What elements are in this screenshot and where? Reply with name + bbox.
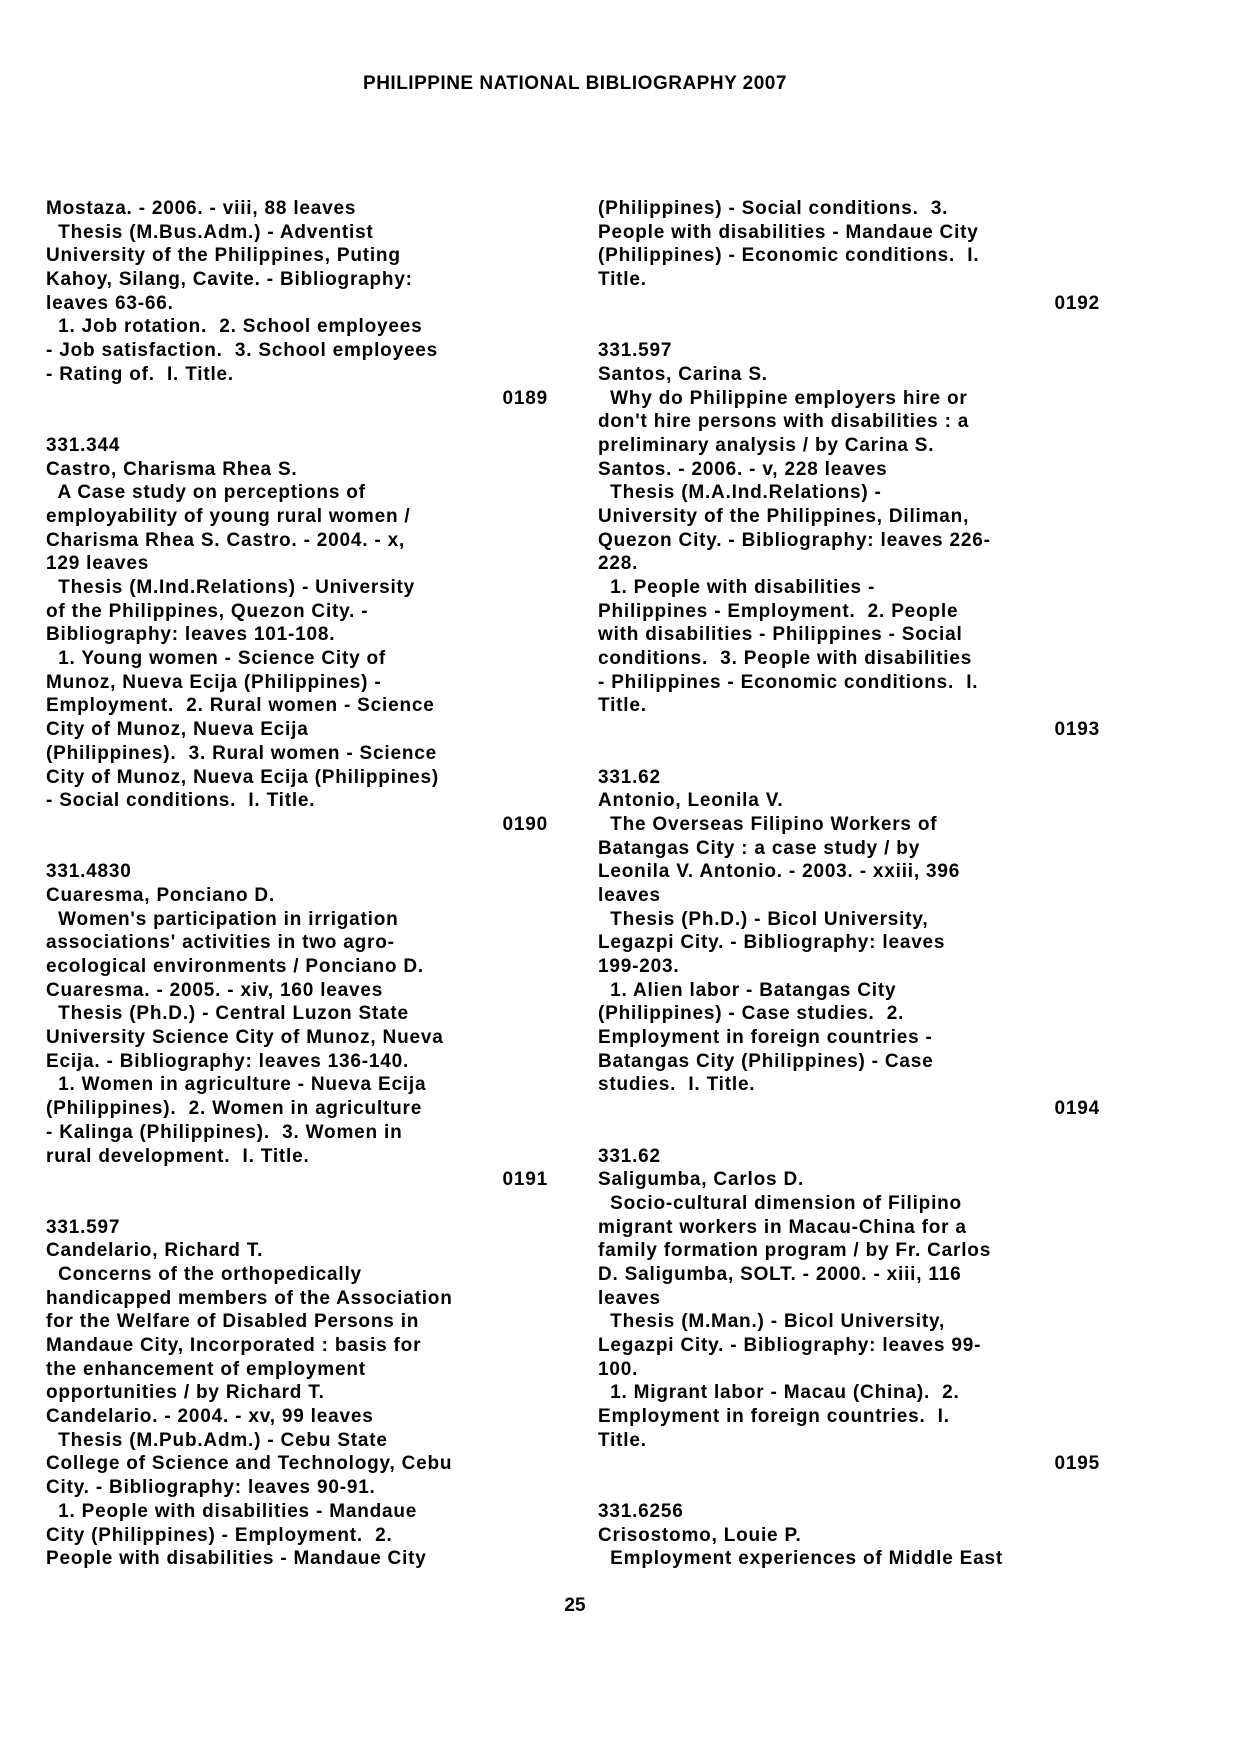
entry-line: 228. <box>598 553 639 575</box>
entry-line: 331.344 <box>46 434 121 456</box>
entry-line: Women's participation in irrigation <box>46 908 399 930</box>
entry-line: City of Munoz, Nueva Ecija (Philippines) <box>46 766 440 788</box>
entry-line: of the Philippines, Quezon City. - <box>46 600 369 622</box>
blank-line <box>598 742 1108 766</box>
entry-line: studies. I. Title. <box>598 1074 756 1096</box>
entry-line: Thesis (M.A.Ind.Relations) - <box>598 482 882 504</box>
entry-line: Ecija. - Bibliography: leaves 136-140. <box>46 1050 410 1072</box>
entry-line: conditions. 3. People with disabilities <box>598 648 973 670</box>
entry-line: 1. Women in agriculture - Nueva Ecija <box>46 1074 427 1096</box>
entry-line: Bibliography: leaves 101-108. <box>46 624 336 646</box>
entry-line: 1. People with disabilities - Mandaue <box>46 1500 418 1522</box>
entry-line: Crisostomo, Louie P. <box>598 1524 802 1546</box>
entry-line: 331.62 <box>598 1145 661 1167</box>
entry-number: 0191 <box>502 1169 548 1191</box>
entry-line: leaves 63-66. <box>46 292 174 314</box>
entry-line: Candelario. - 2004. - xv, 99 leaves <box>46 1406 374 1428</box>
entry-line: Charisma Rhea S. Castro. - 2004. - x, <box>46 529 406 551</box>
entry-line: Philippines - Employment. 2. People <box>598 600 959 622</box>
entry-line: University Science City of Munoz, Nueva <box>46 1027 444 1049</box>
entry-line: Title. <box>598 1429 647 1451</box>
entry-line: Leonila V. Antonio. - 2003. - xxiii, 396 <box>598 861 961 883</box>
entry-number: 0192 <box>1054 292 1100 314</box>
entry-line: Thesis (M.Bus.Adm.) - Adventist <box>46 221 374 243</box>
entry-line: 331.597 <box>598 340 673 362</box>
entry-line: Mostaza. - 2006. - viii, 88 leaves <box>46 198 357 219</box>
entry-line: University of the Philippines, Diliman, <box>598 505 970 527</box>
entry-number: 0195 <box>1054 1453 1100 1475</box>
entry-line: 1. Alien labor - Batangas City <box>598 979 897 1001</box>
entry-line: Thesis (Ph.D.) - Bicol University, <box>598 908 929 930</box>
entry-line: (Philippines). 2. Women in agriculture <box>46 1098 423 1120</box>
entry-line: - Rating of. I. Title. <box>46 363 234 385</box>
entry-line: (Philippines). 3. Rural women - Science <box>46 742 437 764</box>
entry-line: Saligumba, Carlos D. <box>598 1169 805 1191</box>
entry-line: preliminary analysis / by Carina S. <box>598 434 935 456</box>
entry-line: 331.62 <box>598 766 661 788</box>
entry-line: - Kalinga (Philippines). 3. Women in <box>46 1121 403 1143</box>
entry-line: Batangas City : a case study / by <box>598 837 921 859</box>
entry-number: 0189 <box>502 387 548 409</box>
entry-line: (Philippines) - Economic conditions. I. <box>598 245 980 267</box>
entry-line: People with disabilities - Mandaue City <box>598 221 979 243</box>
entry-line: - Philippines - Economic conditions. I. <box>598 671 979 693</box>
blank-line <box>598 315 1108 339</box>
entry-line: the enhancement of employment <box>46 1358 366 1380</box>
entry-line: Cuaresma. - 2005. - xiv, 160 leaves <box>46 979 384 1001</box>
entry-line: Mandaue City, Incorporated : basis for <box>46 1335 422 1356</box>
entry-line: 331.597 <box>46 1216 121 1238</box>
entry-line: (Philippines) - Case studies. 2. <box>598 1003 905 1025</box>
entry-line: leaves <box>598 884 661 906</box>
entry-line: for the Welfare of Disabled Persons in <box>46 1311 420 1333</box>
entry-line: 331.6256 <box>598 1500 684 1522</box>
entry-line: Thesis (M.Pub.Adm.) - Cebu State <box>46 1429 388 1451</box>
entry-line: Thesis (Ph.D.) - Central Luzon State <box>46 1003 409 1025</box>
entry-line: 129 leaves <box>46 553 150 575</box>
entry-line: Castro, Charisma Rhea S. <box>46 458 298 480</box>
right-column <box>598 197 1108 1571</box>
entry-line: D. Saligumba, SOLT. - 2000. - xiii, 116 <box>598 1263 962 1285</box>
entry-line: (Philippines) - Social conditions. 3. <box>598 198 949 219</box>
entry-line: Why do Philippine employers hire or <box>598 387 968 409</box>
entry-line: 1. Young women - Science City of <box>46 648 387 670</box>
entry-line: The Overseas Filipino Workers of <box>598 813 938 835</box>
entry-line: College of Science and Technology, Cebu <box>46 1453 453 1475</box>
entry-line: Antonio, Leonila V. <box>598 790 784 812</box>
entry-line: Batangas City (Philippines) - Case <box>598 1050 934 1072</box>
entry-line: employability of young rural women / <box>46 505 411 527</box>
entry-line: University of the Philippines, Puting <box>46 245 401 267</box>
entry-line: Kahoy, Silang, Cavite. - Bibliography: <box>46 269 413 291</box>
entry-line: 1. Job rotation. 2. School employees <box>46 316 423 338</box>
entry-line: Employment in foreign countries. I. <box>598 1406 950 1428</box>
entry-line: migrant workers in Macau-China for a <box>598 1216 967 1238</box>
entry-line: - Job satisfaction. 3. School employees <box>46 340 439 362</box>
entry-line: rural development. I. Title. <box>46 1145 310 1167</box>
entry-line: A Case study on perceptions of <box>46 482 366 504</box>
entry-line: Title. <box>598 695 647 717</box>
entry-line: Thesis (M.Ind.Relations) - University <box>46 577 416 598</box>
blank-line <box>46 1192 556 1216</box>
entry-number: 0193 <box>1054 719 1100 741</box>
entry-line: City of Munoz, Nueva Ecija <box>46 719 309 741</box>
entry-line: City. - Bibliography: leaves 90-91. <box>46 1477 376 1499</box>
entry-line: ecological environments / Ponciano D. <box>46 956 425 977</box>
entry-line: don't hire persons with disabilities : a <box>598 411 970 433</box>
entry-number: 0190 <box>502 813 548 835</box>
entry-line: Thesis (M.Man.) - Bicol University, <box>598 1311 946 1333</box>
entry-line: family formation program / by Fr. Carlos <box>598 1240 992 1262</box>
entry-line: Candelario, Richard T. <box>46 1240 264 1262</box>
entry-line: - Social conditions. I. Title. <box>46 790 316 812</box>
entry-line: Santos. - 2006. - v, 228 leaves <box>598 458 888 480</box>
entry-line: 331.4830 <box>46 861 132 883</box>
blank-line <box>46 837 556 861</box>
entry-line: Munoz, Nueva Ecija (Philippines) - <box>46 671 382 693</box>
entry-line: with disabilities - Philippines - Social <box>598 624 963 646</box>
entry-line: handicapped members of the Association <box>46 1287 453 1309</box>
left-column <box>46 197 556 1571</box>
entry-line: Quezon City. - Bibliography: leaves 226- <box>598 529 991 551</box>
entry-line: Cuaresma, Ponciano D. <box>46 884 276 906</box>
entry-line: Concerns of the orthopedically <box>46 1263 362 1285</box>
entry-line: 199-203. <box>598 956 680 977</box>
entry-line: opportunities / by Richard T. <box>46 1382 325 1404</box>
page-header: PHILIPPINE NATIONAL BIBLIOGRAPHY 2007 <box>363 73 787 94</box>
page-number: 25 <box>564 1595 586 1616</box>
blank-line <box>598 1121 1108 1145</box>
entry-number: 0194 <box>1054 1098 1100 1120</box>
entry-line: associations' activities in two agro- <box>46 932 395 954</box>
entry-line: Legazpi City. - Bibliography: leaves <box>598 932 946 954</box>
entry-line: 1. Migrant labor - Macau (China). 2. <box>598 1382 960 1404</box>
entry-line: Socio-cultural dimension of Filipino <box>598 1192 962 1214</box>
entry-line: Employment. 2. Rural women - Science <box>46 695 435 717</box>
entry-line: Title. <box>598 269 647 291</box>
entry-line: 1. People with disabilities - <box>598 577 876 598</box>
entry-line: Employment experiences of Middle East <box>598 1548 1003 1570</box>
entry-line: Employment in foreign countries - <box>598 1027 933 1049</box>
entry-line: Legazpi City. - Bibliography: leaves 99- <box>598 1335 982 1356</box>
entry-line: leaves <box>598 1287 661 1309</box>
blank-line <box>598 1476 1108 1500</box>
blank-line <box>46 410 556 434</box>
entry-line: City (Philippines) - Employment. 2. <box>46 1524 393 1546</box>
entry-line: 100. <box>598 1358 639 1380</box>
entry-line: People with disabilities - Mandaue City <box>46 1548 427 1570</box>
entry-line: Santos, Carina S. <box>598 363 768 385</box>
